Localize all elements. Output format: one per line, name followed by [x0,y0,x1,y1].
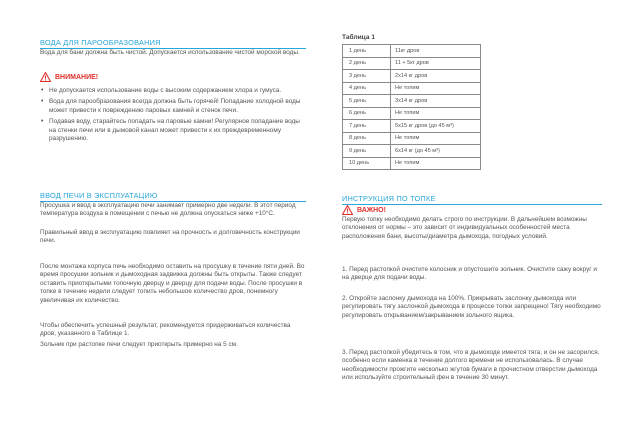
water-bullets [40,87,302,146]
water-warning [40,72,98,82]
commissioning-heading: ВВОД ПЕЧИ В ЭКСПЛУАТАЦИЮ [40,191,306,202]
table-row: 9 день 6х14 кг (до 45 м³) [343,145,481,158]
commissioning-p5: Зольник при растопке печи следует приоткрыть примерно на 5 см. [40,341,238,348]
list-item: • Не допускается использование воды с высоким содержанием хлора и гумуса. [40,87,302,95]
table-row: 10 день Не топим [343,157,481,170]
table-row: 1 день 11кг дров [343,45,481,58]
firewood-table [342,44,481,170]
warning-triangle-icon [40,72,51,82]
instructions-heading: ИНСТРУКЦИЯ ПО ТОПКЕ [342,194,602,205]
instructions-intro: Первую топку необходимо делать строго по инструкции. В дальнейшем возможны отклонения от нормы – это зависит от индивидуальных особенностей места расположения бани, высоты/диаметра дымохода, погодных условий. [342,216,587,240]
water-text: Вода для бани должна быть чистой. Допускается использование чистой морской воды. [40,49,300,56]
commissioning-p2: Правильный ввод в эксплуатацию повлияет на прочность и долговечность конструкции печи. [40,229,300,245]
table-row: 5 день 3х14 кг дров [343,95,481,108]
instructions-step-3: 3. Перед растопкой убедитесь в том, что в дымоходе имеется тяга, и он не засорился, особенно если каменка в течение долгого времени не использовалась. В случае необходимости прожгите несколько жгутов бумаги в прочистном отверстии дымохода или используйте строительный фен в течение 30 минут. [342,349,600,382]
instructions-warning-label: ВАЖНО! [357,206,386,214]
water-heading: ВОДА ДЛЯ ПАРООБРАЗОВАНИЯ [40,38,306,49]
list-item: • Вода для парообразования всегда должна быть горячей! Попадание холодной воды может привести к повреждению паровых камней и стенок печи. [40,98,302,115]
table-row: 7 день 5х15 кг дров (до 45 м³) [343,120,481,133]
water-warning-label: ВНИМАНИЕ! [55,73,99,81]
table-row: 4 день Не топим [343,82,481,95]
table-row: 3 день 2х14 кг дров [343,70,481,83]
table-row: 2 день 11 + 5кг дров [343,57,481,70]
commissioning-p4: Чтобы обеспечить успешный результат, рекомендуется придерживаться количества дров, указанного в Таблице 1. [40,322,291,338]
table-row: 8 день Не топим [343,132,481,145]
commissioning-p1: Просушка и ввод в эксплуатацию печи занимает примерно две недели. В этот период температура воздуха в помещении с печью не должна опускаться ниже +10°С. [40,202,296,218]
table-caption: Таблица 1 [342,34,375,41]
instructions-warning [342,205,386,215]
warning-triangle-icon [342,205,353,215]
list-item: • Подавая воду, старайтесь попадать на паровые камни! Регулярное попадание воды на стенки печи или в дымовой канал может привести к их преждевременному разрушению. [40,118,302,143]
commissioning-p3: После монтажа корпуса печь необходимо оставить на просушку в течение пяти дней. Во время просушки зольник и дымоходная задвижка должны быть открыты. Также следует оставить приоткрытыми топочную дверцу и дверцу для подачи воды. После просушки в топке в течение недели следует топить небольшое количество дров, понемногу увеличивая их количество. [40,263,305,304]
instructions-step-1: 1. Перед растопкой очистите колосник и опустошите зольник. Очистите сажу вокруг и на дверце для подачи воды. [342,266,597,282]
instructions-step-2: 2. Откройте заслонку дымохода на 100%. Прикрывать заслонку дымохода или регулировать тягу заслонкой дымохода в процессе топки запрещено! Тягу необходимо регулировать открыванием/закрыванием зольного ящика. [342,295,601,319]
table-row: 6 день Не топим [343,107,481,120]
